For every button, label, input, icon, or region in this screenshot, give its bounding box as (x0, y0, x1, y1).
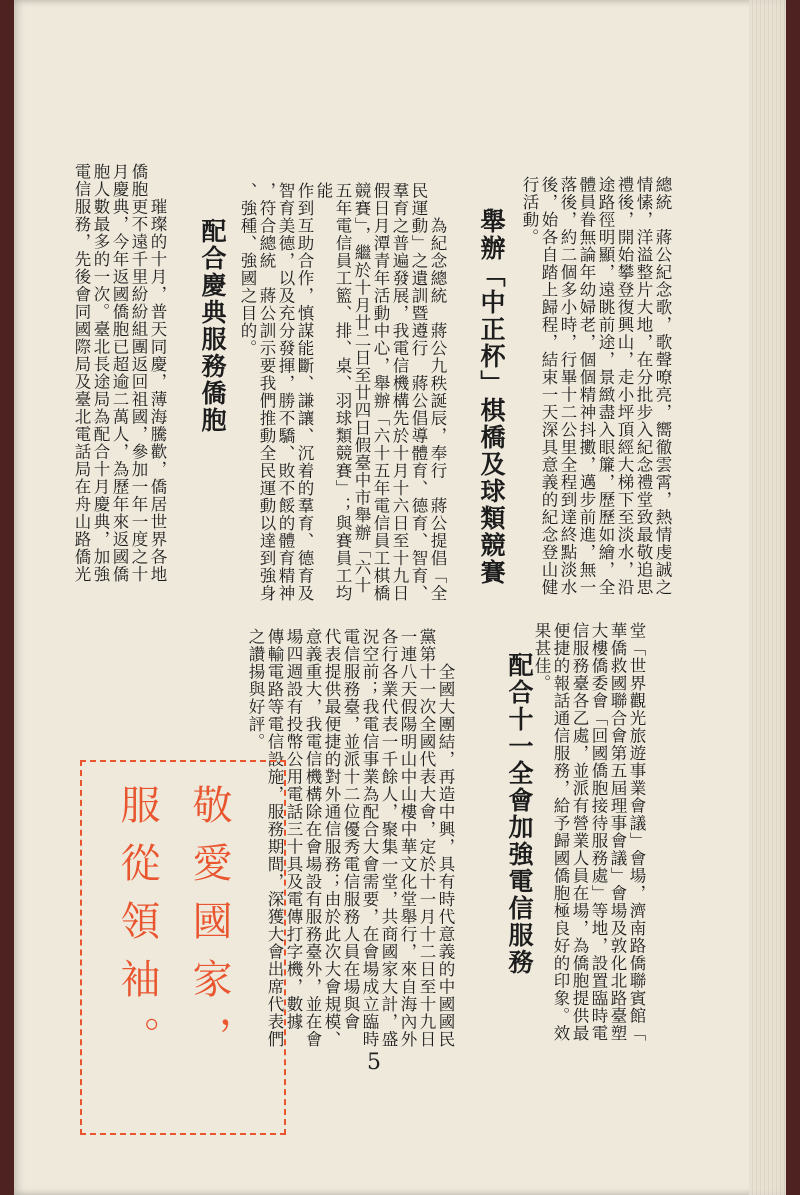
paragraph-congress-service: 全國大團結，再造中興，具有時代意義的中國國民 黨第十一次全國代表大會，定於十一月十二日至十九日 一連八天假陽明山中山樓中華文化堂舉行，來自海內外 各行各業代表一千餘人，聚集一堂，共商國家大計，盛 況空前；我電信事業為配合大會需要，在會場成立臨時 電信服務臺，並派十二位優秀電信服務人員在場與會 代表提供最便捷的對外通信服務；由於此次大會規模、 意義重大，我電信機構除在會場設有服務臺外，並在會 場四週設有投幣公用電話三十具及電傳打字機，數據 傳輸電路等電信設施，服務期間，深獲大會出席代表們 之讚揚與好評。 (246, 628, 455, 1048)
slogan-line-2: 服從領袖。 (114, 784, 160, 1074)
next-page-edge (749, 0, 786, 1195)
heading-overseas-service: 配合慶典服務僑胞 (198, 218, 227, 434)
slogan-box (80, 760, 286, 1135)
continued-paragraph-lower: 堂「世界觀光旅遊事業會議」會場，濟南路僑聯賓館「 華僑救國聯合會第五屆理事會議」會場及敦化北路臺塑 大樓僑委會「回國僑胞接待服務處」等地，設置臨時電 信服務臺各乙處，並派有營業人員在場，為僑胞提供最 便捷的報話通信服務，給予歸國僑胞極良好的印象。效 果甚佳。 (532, 622, 646, 1042)
page-number: 5 (367, 1050, 381, 1075)
document-page (14, 0, 786, 1195)
book-binding-left (0, 0, 14, 1195)
heading-chiang-cup: 舉辦「中正杯」棋橋及球類競賽 (477, 208, 506, 586)
paragraph-overseas-service: 璀璨的十月，普天同慶，薄海騰歡，僑居世界各地 僑胞更不遠千里紛紛組團返回祖國，參加一年一度之十 月慶典，今年返國僑胞已超逾二萬人，為歷年來返國僑 胞人數最多的一次。臺北長途局為配合十月慶典，加強 電信服務，先後會同國際局及臺北電話局在舟山路僑光 (72, 163, 167, 583)
book-binding-right (786, 0, 800, 1195)
paragraph-chiang-cup: 為紀念總統 蔣公九秩誕辰，奉行 蔣公提倡「全 民運動」之遺訓暨遵行 蔣公倡導體育、德育、智育、 羣育之普遍發展，我電信機構先於十月十六日至十九日 假日月潭青年活動中心，舉辦「六十五年電信員工棋橋 競賽」，繼於十月廿二日至廿四日假臺中市舉辦「六十 五年電信員工籃、排、桌、羽球類競賽」；與賽員工均能 作到互助合作，慎謀能斷、謙讓、沉着的羣育、德育及 智育美德，以及充分發揮，勝不驕、敗不餒的體育精神 ，符合總統 蔣公訓示要我們推動全民運動以達到強身 、強種、強國之目的。 (238, 182, 447, 602)
heading-congress-service: 配合十一全會加強電信服務 (505, 652, 534, 976)
continued-paragraph: 總統 蔣公紀念歌，歌聲嘹亮，嚮徹雲霄，熱情虔誠之 情愫，洋溢整片大地，在分批步入紀念禮堂致最敬追思 禮後，開始攀登復興山，走小坪頂經大梯下至淡水，沿 途路徑明顯，遠眺前途，景緻盡入眼簾，歷歷如繪，全 體員眷無論年幼婦老，個個精神抖擻，邁步前進，無一 落後，約二個多小時，行畢十二公里全程到達終點淡水 後，始各自踏上歸程，結束一天深具意義的紀念登山健 行活動。 (520, 176, 672, 596)
slogan-line-1: 敬愛國家， (186, 784, 232, 1074)
